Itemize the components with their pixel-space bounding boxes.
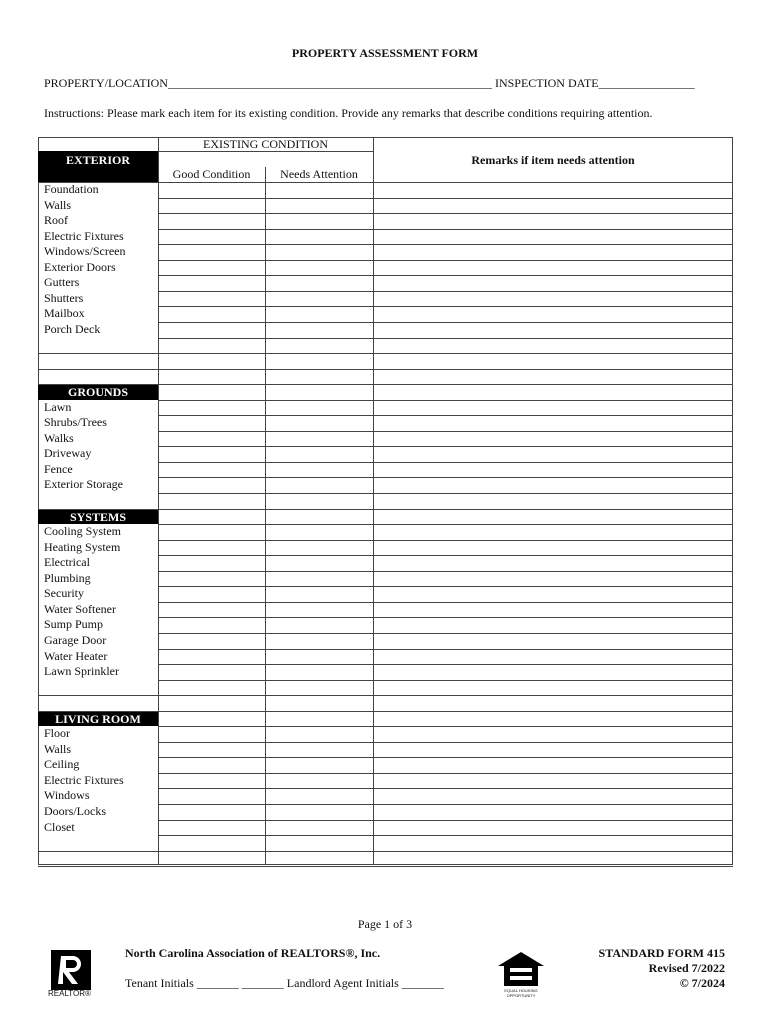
remarks-cell[interactable] xyxy=(375,836,731,850)
realtor-logo-icon xyxy=(48,948,96,1000)
needs-attention-cell[interactable] xyxy=(267,230,372,244)
row-divider xyxy=(38,866,733,867)
row-label: Exterior Storage xyxy=(44,477,123,491)
row-label xyxy=(38,353,158,369)
needs-attention-cell[interactable] xyxy=(267,743,372,757)
remarks-cell[interactable] xyxy=(375,650,731,664)
remarks-cell[interactable] xyxy=(375,370,731,384)
good-condition-cell[interactable] xyxy=(160,307,264,321)
needs-attention-cell[interactable] xyxy=(267,836,372,850)
row-label xyxy=(38,338,158,354)
needs-attention-cell[interactable] xyxy=(267,681,372,695)
needs-attention-cell[interactable] xyxy=(267,432,372,446)
good-condition-cell[interactable] xyxy=(160,416,264,430)
remarks-cell[interactable] xyxy=(375,307,731,321)
good-condition-cell[interactable] xyxy=(160,214,264,228)
needs-attention-cell[interactable] xyxy=(267,821,372,835)
good-condition-cell[interactable] xyxy=(160,494,264,508)
remarks-cell[interactable] xyxy=(375,821,731,835)
needs-attention-cell[interactable] xyxy=(267,463,372,477)
initials-line[interactable]: Tenant Initials _______ _______ Landlord Agent Initials _______ xyxy=(125,976,444,990)
row-label: Floor xyxy=(44,726,71,740)
good-condition-cell[interactable] xyxy=(160,478,264,492)
good-condition-cell[interactable] xyxy=(160,587,264,601)
needs-attention-cell[interactable] xyxy=(267,665,372,679)
needs-attention-cell[interactable] xyxy=(267,696,372,710)
remarks-cell[interactable] xyxy=(375,587,731,601)
good-condition-cell[interactable] xyxy=(160,556,264,570)
needs-attention-header: Needs Attention xyxy=(280,167,358,181)
good-condition-cell[interactable] xyxy=(160,230,264,244)
remarks-cell[interactable] xyxy=(375,478,731,492)
remarks-cell[interactable] xyxy=(375,541,731,555)
good-condition-cell[interactable] xyxy=(160,852,264,866)
row-label: Gutters xyxy=(44,275,80,289)
form-info xyxy=(599,946,725,991)
remarks-cell[interactable] xyxy=(375,789,731,803)
good-condition-cell[interactable] xyxy=(160,681,264,695)
copyright: © 7/2024 xyxy=(679,976,725,990)
needs-attention-cell[interactable] xyxy=(267,292,372,306)
row-label: Windows xyxy=(44,788,90,802)
remarks-cell[interactable] xyxy=(375,696,731,710)
good-condition-cell[interactable] xyxy=(160,525,264,539)
remarks-cell[interactable] xyxy=(375,447,731,461)
needs-attention-cell[interactable] xyxy=(267,650,372,664)
column-divider xyxy=(373,137,374,865)
remarks-cell[interactable] xyxy=(375,556,731,570)
form-title: PROPERTY ASSESSMENT FORM xyxy=(291,46,479,60)
page-number: Page 1 of 3 xyxy=(357,917,413,931)
good-condition-cell[interactable] xyxy=(160,727,264,741)
row-label: Electrical xyxy=(44,555,90,569)
needs-attention-cell[interactable] xyxy=(267,478,372,492)
remarks-cell[interactable] xyxy=(375,634,731,648)
remarks-cell[interactable] xyxy=(375,401,731,415)
remarks-cell[interactable] xyxy=(375,494,731,508)
good-condition-cell[interactable] xyxy=(160,634,264,648)
row-label: Lawn xyxy=(44,400,72,414)
row-label: Walks xyxy=(44,431,74,445)
row-label: Shrubs/Trees xyxy=(44,415,107,429)
needs-attention-cell[interactable] xyxy=(267,214,372,228)
needs-attention-cell[interactable] xyxy=(267,339,372,353)
good-condition-cell[interactable] xyxy=(160,789,264,803)
assessment-table xyxy=(38,137,733,865)
needs-attention-cell[interactable] xyxy=(267,447,372,461)
instructions-text: Instructions: Please mark each item for its existing condition. Provide any remarks that describe conditions requiring attention. xyxy=(44,106,653,120)
row-label: Roof xyxy=(44,213,68,227)
good-condition-cell[interactable] xyxy=(160,696,264,710)
remarks-cell[interactable] xyxy=(375,292,731,306)
equal-housing-icon xyxy=(496,950,546,1000)
property-location-line[interactable]: PROPERTY/LOCATION______________________________________________________ INSPECTION DATE________________ xyxy=(44,76,695,90)
needs-attention-cell[interactable] xyxy=(267,307,372,321)
needs-attention-cell[interactable] xyxy=(267,494,372,508)
needs-attention-cell[interactable] xyxy=(267,354,372,368)
row-label xyxy=(38,369,158,385)
good-condition-cell[interactable] xyxy=(160,463,264,477)
row-label: Walls xyxy=(44,198,72,212)
equal-housing-text: EQUAL HOUSING OPPORTUNITY xyxy=(504,988,538,998)
row-label: Porch Deck xyxy=(44,322,101,336)
good-condition-cell[interactable] xyxy=(160,245,264,259)
remarks-cell[interactable] xyxy=(375,261,731,275)
remarks-cell[interactable] xyxy=(375,354,731,368)
column-divider xyxy=(158,137,159,865)
needs-attention-cell[interactable] xyxy=(267,727,372,741)
remarks-cell[interactable] xyxy=(375,743,731,757)
good-condition-cell[interactable] xyxy=(160,603,264,617)
remarks-cell[interactable] xyxy=(375,214,731,228)
existing-condition-header: EXISTING CONDITION xyxy=(203,137,328,151)
remarks-cell[interactable] xyxy=(375,681,731,695)
remarks-cell[interactable] xyxy=(375,852,731,866)
good-condition-cell[interactable] xyxy=(160,432,264,446)
remarks-cell[interactable] xyxy=(375,774,731,788)
remarks-cell[interactable] xyxy=(375,245,731,259)
row-label: Windows/Screen xyxy=(44,244,126,258)
remarks-cell[interactable] xyxy=(375,230,731,244)
needs-attention-cell[interactable] xyxy=(267,525,372,539)
good-condition-cell[interactable] xyxy=(160,774,264,788)
row-label: Lawn Sprinkler xyxy=(44,664,119,678)
remarks-cell[interactable] xyxy=(375,199,731,213)
needs-attention-cell[interactable] xyxy=(267,245,372,259)
remarks-cell[interactable] xyxy=(375,665,731,679)
remarks-cell[interactable] xyxy=(375,525,731,539)
good-condition-cell[interactable] xyxy=(160,323,264,337)
row-label: Water Softener xyxy=(44,602,116,616)
needs-attention-cell[interactable] xyxy=(267,261,372,275)
needs-attention-cell[interactable] xyxy=(267,556,372,570)
remarks-cell[interactable] xyxy=(375,805,731,819)
row-label: Exterior Doors xyxy=(44,260,116,274)
row-label: Sump Pump xyxy=(44,617,104,631)
remarks-cell[interactable] xyxy=(375,432,731,446)
association-name: North Carolina Association of REALTORS®, Inc. xyxy=(125,946,381,960)
good-condition-cell[interactable] xyxy=(160,292,264,306)
good-condition-cell[interactable] xyxy=(160,836,264,850)
row-label xyxy=(38,493,158,509)
good-condition-cell[interactable] xyxy=(160,821,264,835)
remarks-cell[interactable] xyxy=(375,463,731,477)
remarks-header: Remarks if item needs attention xyxy=(471,153,635,167)
row-label: Mailbox xyxy=(44,306,85,320)
good-condition-cell[interactable] xyxy=(160,370,264,384)
row-label: Shutters xyxy=(44,291,84,305)
needs-attention-cell[interactable] xyxy=(267,805,372,819)
good-condition-cell[interactable] xyxy=(160,743,264,757)
good-condition-cell[interactable] xyxy=(160,572,264,586)
good-condition-cell[interactable] xyxy=(160,339,264,353)
good-condition-cell[interactable] xyxy=(160,261,264,275)
section-header-systems: SYSTEMS xyxy=(38,510,158,525)
needs-attention-cell[interactable] xyxy=(267,774,372,788)
needs-attention-cell[interactable] xyxy=(267,634,372,648)
row-label: Closet xyxy=(44,820,75,834)
row-label xyxy=(38,851,158,867)
good-condition-cell[interactable] xyxy=(160,618,264,632)
needs-attention-cell[interactable] xyxy=(267,572,372,586)
remarks-cell[interactable] xyxy=(375,603,731,617)
remarks-cell[interactable] xyxy=(375,618,731,632)
row-label: Security xyxy=(44,586,84,600)
row-label: Cooling System xyxy=(44,524,122,538)
needs-attention-cell[interactable] xyxy=(267,370,372,384)
good-condition-header: Good Condition xyxy=(172,167,251,181)
needs-attention-cell[interactable] xyxy=(267,852,372,866)
remarks-cell[interactable] xyxy=(375,572,731,586)
row-divider xyxy=(158,151,373,152)
row-label: Heating System xyxy=(44,540,121,554)
needs-attention-cell[interactable] xyxy=(267,276,372,290)
needs-attention-cell[interactable] xyxy=(267,416,372,430)
row-label: Ceiling xyxy=(44,757,80,771)
row-label: Driveway xyxy=(44,446,92,460)
section-header-exterior: EXTERIOR xyxy=(38,151,158,182)
realtor-logo-text: REALTOR® xyxy=(48,989,91,998)
needs-attention-cell[interactable] xyxy=(267,587,372,601)
good-condition-cell[interactable] xyxy=(160,541,264,555)
needs-attention-cell[interactable] xyxy=(267,183,372,197)
good-condition-cell[interactable] xyxy=(160,805,264,819)
row-label: Water Heater xyxy=(44,649,108,663)
needs-attention-cell[interactable] xyxy=(267,541,372,555)
good-condition-cell[interactable] xyxy=(160,401,264,415)
row-label: Doors/Locks xyxy=(44,804,106,818)
needs-attention-cell[interactable] xyxy=(267,789,372,803)
section-header-living-room: LIVING ROOM xyxy=(38,712,158,727)
row-label: Electric Fixtures xyxy=(44,773,124,787)
row-label: Fence xyxy=(44,462,73,476)
needs-attention-cell[interactable] xyxy=(267,603,372,617)
good-condition-cell[interactable] xyxy=(160,758,264,772)
good-condition-cell[interactable] xyxy=(160,276,264,290)
needs-attention-cell[interactable] xyxy=(267,618,372,632)
row-label: Walls xyxy=(44,742,72,756)
revised-date: Revised 7/2022 xyxy=(648,961,725,975)
row-label xyxy=(38,835,158,851)
row-label: Garage Door xyxy=(44,633,107,647)
remarks-cell[interactable] xyxy=(375,758,731,772)
row-label: Foundation xyxy=(44,182,99,196)
remarks-cell[interactable] xyxy=(375,339,731,353)
row-label: Plumbing xyxy=(44,571,91,585)
good-condition-cell[interactable] xyxy=(160,354,264,368)
remarks-cell[interactable] xyxy=(375,183,731,197)
good-condition-cell[interactable] xyxy=(160,447,264,461)
remarks-cell[interactable] xyxy=(375,323,731,337)
needs-attention-cell[interactable] xyxy=(267,401,372,415)
row-label: Electric Fixtures xyxy=(44,229,124,243)
row-label xyxy=(38,680,158,696)
section-header-grounds: GROUNDS xyxy=(38,385,158,400)
good-condition-cell[interactable] xyxy=(160,650,264,664)
good-condition-cell[interactable] xyxy=(160,199,264,213)
good-condition-cell[interactable] xyxy=(160,665,264,679)
remarks-cell[interactable] xyxy=(375,727,731,741)
row-label xyxy=(38,695,158,711)
remarks-cell[interactable] xyxy=(375,276,731,290)
needs-attention-cell[interactable] xyxy=(267,758,372,772)
good-condition-cell[interactable] xyxy=(160,183,264,197)
needs-attention-cell[interactable] xyxy=(267,323,372,337)
remarks-cell[interactable] xyxy=(375,416,731,430)
form-number: STANDARD FORM 415 xyxy=(598,946,725,960)
needs-attention-cell[interactable] xyxy=(267,199,372,213)
column-divider xyxy=(265,167,266,865)
